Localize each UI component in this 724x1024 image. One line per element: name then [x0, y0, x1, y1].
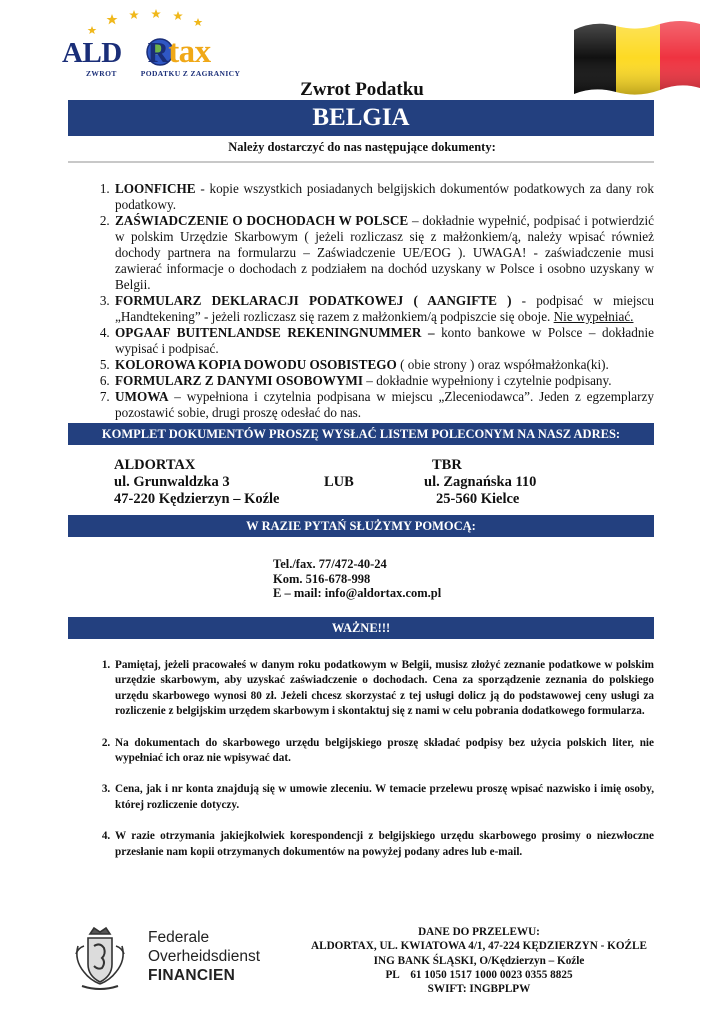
- address-tbr: TBR ul. Zagnańska 110 25-560 Kielce: [424, 457, 537, 507]
- bank-transfer-details: DANE DO PRZELEWU: ALDORTAX, UL. KWIATOWA 4/1, 47-224 KĘDZIERZYN - KOŹLE ING BANK ŚLĄSKI, O/Kędzierzyn – Koźle PL 61 1050 1517 1000 0023 0355 8825 SWIFT: INGBPLPW: [311, 926, 647, 996]
- logo-tagline: ZWROT PODATKU Z ZAGRANICY: [86, 69, 241, 78]
- documents-intro: Należy dostarczyć do nas następujące dokumenty:: [228, 140, 496, 154]
- list-item: 2. ZAŚWIADCZENIE O DOCHODACH W POLSCE – dokładnie wypełnić, podpisać i potwierdzić w polskim Urzędzie Skarbowym ( jeżeli rozliczasz się z małżonkiem/ą, należy wpisać również dochody partnera na formularzu – Zaświadczenie UE/EOG ). UWAGA! - zaświadczenie musi zawierać informacje o dochodach z podziałem na dochód uzyskany w Polsce i osobno uzyskany w Belgii.: [113, 213, 654, 293]
- list-item: 4. OPGAAF BUITENLANDSE REKENINGNUMMER – konto bankowe w Polsce – dokładnie wypisać i podpisać.: [113, 325, 654, 357]
- send-address-banner: KOMPLET DOKUMENTÓW PROSZĘ WYSŁAĆ LISTEM POLECONYM NA NASZ ADRES:: [68, 423, 654, 445]
- list-item: 1. LOONFICHE - kopie wszystkich posiadanych belgijskich dokumentów podatkowych za dany rok podatkowy.: [113, 181, 654, 213]
- documents-list: [68, 181, 654, 421]
- phone-fax: Tel./fax. 77/472-40-24: [273, 557, 387, 571]
- logo-wordmark: ALD Rtax: [62, 34, 211, 70]
- list-item: 3. FORMULARZ DEKLARACJI PODATKOWEJ ( AANGIFTE ) - podpisać w miejscu „Handtekening” - jeżeli rozliczasz się razem z małżonkiem/ą podpiszcie się oboje. Nie wypełniać.: [113, 293, 654, 325]
- address-or-label: LUB: [324, 474, 354, 490]
- list-item: 7. UMOWA – wypełniona i czytelnia podpisana w miejscu „Zleceniodawca”. Jeden z egzemplarzy pozostawić sobie, drugi proszę odesłać do nas.: [113, 389, 654, 421]
- list-item: 2. Na dokumentach do skarbowego urzędu belgijskiego proszę składać podpisy bez użycia polskich liter, nie wypełniać ich oraz nie wpisywać dat.: [113, 736, 654, 767]
- important-banner: WAŻNE!!!: [68, 617, 654, 639]
- list-item: 6. FORMULARZ Z DANYMI OSOBOWYMI – dokładnie wypełniony i czytelnie podpisany.: [113, 373, 654, 389]
- divider: [68, 161, 654, 163]
- page-title: Zwrot Podatku: [300, 79, 424, 100]
- email[interactable]: E – mail: info@aldortax.com.pl: [273, 586, 442, 600]
- federale-financien-logo: Federale Overheidsdienst FINANCIEN: [148, 929, 261, 984]
- list-item: 1. Pamiętaj, jeżeli pracowałeś w danym roku podatkowym w Belgii, musisz złożyć zeznanie podatkowe w polskim urzędzie skarbowym, aby uzyskać zaświadczenie o dochodach. Cena za sporządzenie zeznania do polskiego urzędu skarbowego wynosi 80 zł. Jeżeli chcesz skorzystać z tej usługi dolicz ją do podstawowej ceny usługi za rozliczenie z belgijskim urzędem skarbowym i skontaktuj się z nami w celu pobrania dodatkowego formularza.: [113, 658, 654, 720]
- country-banner: BELGIA: [68, 100, 654, 136]
- important-notes-list: [68, 658, 654, 876]
- help-banner: W RAZIE PYTAŃ SŁUŻYMY POMOCĄ:: [68, 515, 654, 537]
- list-item: 5. KOLOROWA KOPIA DOWODU OSOBISTEGO ( obie strony ) oraz współmałżonka(ki).: [113, 357, 654, 373]
- list-item: 4. W razie otrzymania jakiejkolwiek korespondencji z belgijskiego urzędu skarbowego prosimy o niezwłoczne przesłanie nam kopii otrzymanych dokumentów na powyżej podany adres lub e-mail.: [113, 829, 654, 860]
- list-item: 3. Cena, jak i nr konta znajdują się w umowie zleceniu. W temacie przelewu proszę wpisać nazwisko i imię osoby, której rozliczenie dotyczy.: [113, 782, 654, 813]
- address-aldortax: ALDORTAX ul. Grunwaldzka 3 47-220 Kędzierzyn – Koźle: [114, 457, 280, 507]
- mobile-phone: Kom. 516-678-998: [273, 571, 371, 586]
- contact-details: [273, 557, 441, 601]
- belgian-coat-of-arms-icon: [72, 926, 128, 992]
